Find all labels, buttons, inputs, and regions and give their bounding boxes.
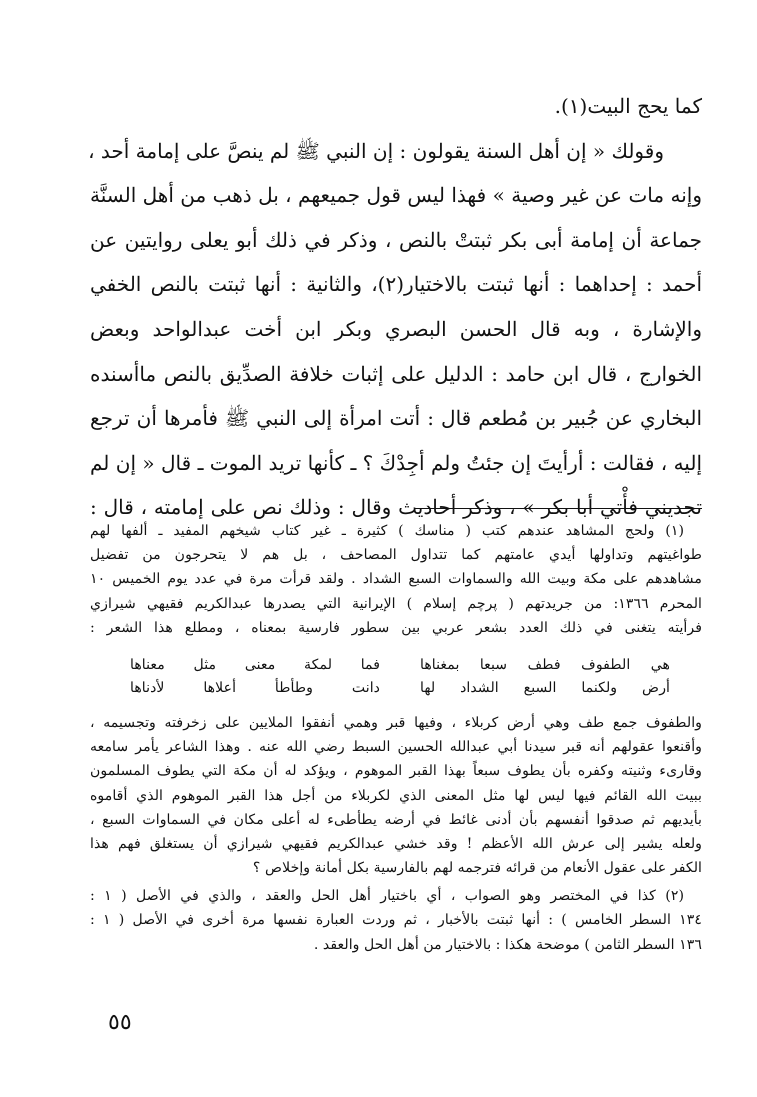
footnote-line: بأيديهم ثم صدقوا أنفسهم بأن أدنى غائط في أرضه يطأطىء له أعلى مكان في السماوات السبع ، (90, 811, 702, 828)
footnote-line: وأقنعوا عقولهم أنه قبر سيدنا أبي عبدالله الحسين السبط رضي الله عنه . وهذا الشاعر يأمر سامعه (90, 739, 702, 756)
main-line: وإنه مات عن غير وصية » فهذا ليس قول جميعهم ، بل ذهب من أهل السنَّة (90, 183, 702, 208)
poem (90, 654, 702, 701)
footnote-line: المحرم ١٣٦٦: من جريدتهم ( پرچم إسلام ) الإيرانية التي يصدرها عبدالكريم فقيهي شيرازي (90, 595, 702, 612)
main-line: إليه ، فقالت : أرأيتَ إن جئتُ ولم أجِدْكَ ؟ ـ كأنها تريد الموت ـ قال « إن لم (90, 450, 702, 475)
footnote-line: (٢) كذا في المختصر وهو الصواب ، أي باختيار أهل الحل والعقد ، والذي في الأصل ( ١ : (90, 888, 684, 905)
poem-hemistich: هي الطفوف فطف سبعا بمغناها (420, 656, 670, 673)
main-line: والإشارة ، وبه قال الحسن البصري وبكر ابن أخت عبدالواحد وبعض (90, 316, 702, 341)
main-line: أحمد : إحداهما : أنها ثبتت بالاختيار(٢)، والثانية : أنها ثبتت بالنص الخفي (90, 272, 702, 297)
footnote-line: مشاهدهم على مكة وبيت الله والسماوات السبع الشداد . ولقد قرأت مرة في عدد يوم الخميس ١٠ (90, 571, 702, 588)
footnote-line: ببيت الله القائم فيها ليس لها مثل المعنى الذي لكربلاء من أجل هذا القبر الموهوم الذي أقاموه (90, 787, 702, 804)
poem-verse (90, 677, 670, 701)
poem-hemistich: فما لمكة معنى مثل معناها (130, 656, 380, 673)
main-line: الخوارج ، قال ابن حامد : الدليل على إثبات خلافة الصدِّيق بالنص ماأسنده (90, 361, 702, 386)
footnote-line: ولعله يشير إلى عرش الله الأعظم ! وقد خشي عبدالكريم فقيهي شيرازي أن يستغلق فهم هذا (90, 835, 702, 852)
poem-hemistich: أرض ولكنما السبع الشداد لها (420, 680, 670, 697)
footnote-line: والطفوف جمع طف وهي أرض كربلاء ، وفيها قبر وهمي أنفقوا الملايين على زخرفته وتجسيمه ، (90, 714, 702, 731)
footnote-line: طواغيتهم وتداولها أيدي عامتهم كما تتداول المصاحف ، بل هم لا يتحرجون من تفضيل (90, 547, 702, 564)
footnotes (90, 519, 702, 957)
page-number: ٥٥ (108, 1010, 132, 1035)
footnote-line: ١٣٤ السطر الخامس ) : أنها ثبتت بالأخبار ، ثم وردت العبارة نفسها مرة أخرى في الأصل ( ١ : (90, 912, 702, 929)
footnote-line: الكفر على عقول الأنعام من قرائه فترجمه لهم بالفارسية بكل أمانة وإخلاص ؟ (252, 860, 702, 877)
poem-hemistich: دانت وطأطأ أعلاها لأدناها (130, 680, 380, 697)
main-line: البخاري عن جُبير بن مُطعم قال : أتت امرأة إلى النبي ﷺ فأمرها أن ترجع (90, 406, 702, 431)
footnote-line: ١٣٦ السطر الثامن ) موضحة هكذا : بالاختيار من أهل الحل والعقد . (313, 936, 702, 953)
main-line: كما يحج البيت(١). (554, 94, 702, 118)
main-text (90, 84, 702, 530)
footnote-line: فرأيته يتغنى في ذلك العدد بشعر عربي بين سطور فارسية بمعناه ، ومطلع هذا الشعر : (90, 619, 702, 636)
main-line: وقولك « إن أهل السنة يقولون : إن النبي ﷺ لم ينصَّ على إمامة أحد ، (88, 138, 664, 163)
poem-verse (90, 654, 670, 678)
footnote-line: وقارىء وثنيته وكفره بأن يطوف سبعاً بهذا القبر الموهوم ، ويؤكد له أن مكة التي يطوف المسلمون (90, 763, 702, 780)
main-line: جماعة أن إمامة أبى بكر ثبتتْ بالنص ، وذكر في ذلك أبو يعلى روايتين عن (90, 227, 702, 252)
footnote-line: (١) ولحج المشاهد عندهم كتب ( مناسك ) كثيرة ـ غير كتاب شيخهم المفيد ـ ألفها لهم (90, 523, 684, 539)
footnote-divider (415, 508, 702, 509)
main-line: تجديني فأْتي أبا بكر » ، وذكر أحاديث وقال : وذلك نص على إمامته ، قال : (90, 495, 702, 520)
